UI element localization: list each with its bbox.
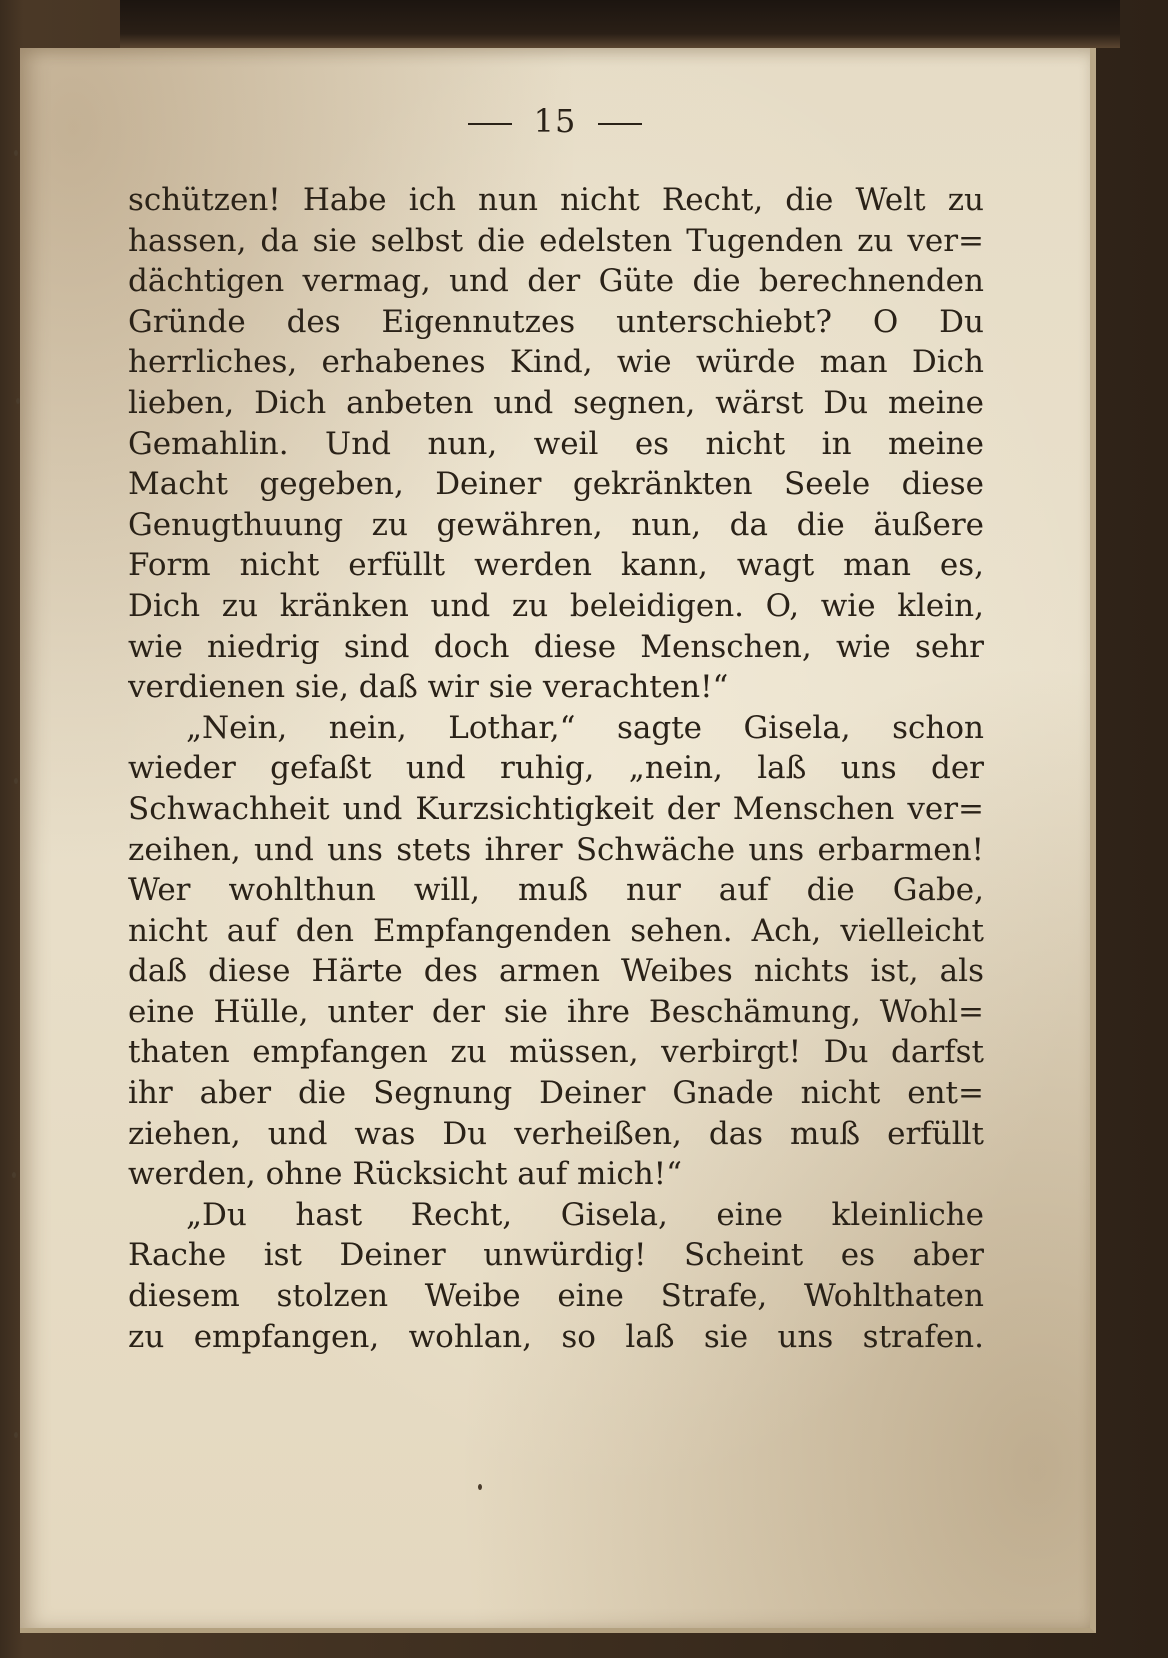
- page-number-dash-left: [468, 123, 512, 125]
- text-line: Form nicht erfüllt werden kann, wagt man es,: [128, 547, 984, 584]
- text-line: Gründe des Eigennutzes unterschiebt? O Du: [128, 303, 984, 340]
- text-line: Macht gegeben, Deiner gekränkten Seele diese: [128, 466, 984, 503]
- body-text: [128, 180, 984, 1357]
- text-line-paragraph-start: „Du hast Recht, Gisela, eine kleinliche: [186, 1196, 984, 1233]
- text-line: Genugthuung zu gewähren, nun, da die äußere: [128, 506, 984, 543]
- text-line: lieben, Dich anbeten und segnen, wärst Du meine: [128, 384, 984, 421]
- paper-speck: [478, 1484, 482, 1490]
- text-line: thaten empfangen zu müssen, verbirgt! Du darfst: [128, 1034, 984, 1071]
- text-line-paragraph-start: „Nein, nein, Lothar,“ sagte Gisela, schon: [186, 709, 984, 746]
- margin-speck: [12, 1172, 16, 1178]
- page-number: [20, 102, 1090, 140]
- book-cover-edge: [120, 0, 1120, 48]
- margin-speck: [14, 1432, 18, 1438]
- margin-speck: [14, 778, 18, 784]
- text-line: zeihen, und uns stets ihrer Schwäche uns erbarmen!: [128, 831, 984, 868]
- text-line: nicht auf den Empfangenden sehen. Ach, vielleicht: [128, 912, 984, 949]
- text-line: Gemahlin. Und nun, weil es nicht in meine: [128, 425, 984, 462]
- book-page: [20, 48, 1096, 1633]
- margin-speck: [16, 398, 20, 404]
- text-line: hassen, da sie selbst die edelsten Tugenden zu ver=: [128, 222, 984, 259]
- page-number-dash-right: [598, 123, 642, 125]
- page-number-value: 15: [533, 102, 577, 140]
- text-line: Wer wohlthun will, muß nur auf die Gabe,: [128, 872, 984, 909]
- text-line: zu empfangen, wohlan, so laß sie uns strafen.: [128, 1318, 984, 1355]
- text-line: wieder gefaßt und ruhig, „nein, laß uns der: [128, 750, 984, 787]
- text-line: Dich zu kränken und zu beleidigen. O, wie klein,: [128, 587, 984, 624]
- text-line: diesem stolzen Weibe eine Strafe, Wohlthaten: [128, 1278, 984, 1315]
- text-line-paragraph-end: verdienen sie, daß wir sie verachten!“: [128, 669, 729, 706]
- margin-speck: [14, 150, 18, 156]
- text-line-paragraph-end: werden, ohne Rücksicht auf mich!“: [128, 1156, 682, 1193]
- text-line: ihr aber die Segnung Deiner Gnade nicht ent=: [128, 1075, 984, 1112]
- text-line: dächtigen vermag, und der Güte die berechnenden: [128, 263, 984, 300]
- text-line: Schwachheit und Kurzsichtigkeit der Menschen ver=: [128, 790, 984, 827]
- text-line: schützen! Habe ich nun nicht Recht, die Welt zu: [128, 182, 984, 218]
- text-line: eine Hülle, unter der sie ihre Beschämung, Wohl=: [128, 993, 984, 1030]
- text-line: daß diese Härte des armen Weibes nichts ist, als: [128, 953, 984, 990]
- text-line: wie niedrig sind doch diese Menschen, wie sehr: [128, 628, 984, 665]
- text-line: Rache ist Deiner unwürdig! Scheint es aber: [128, 1237, 984, 1274]
- text-line: herrliches, erhabenes Kind, wie würde man Dich: [128, 344, 984, 381]
- text-line: ziehen, und was Du verheißen, das muß erfüllt: [128, 1115, 984, 1152]
